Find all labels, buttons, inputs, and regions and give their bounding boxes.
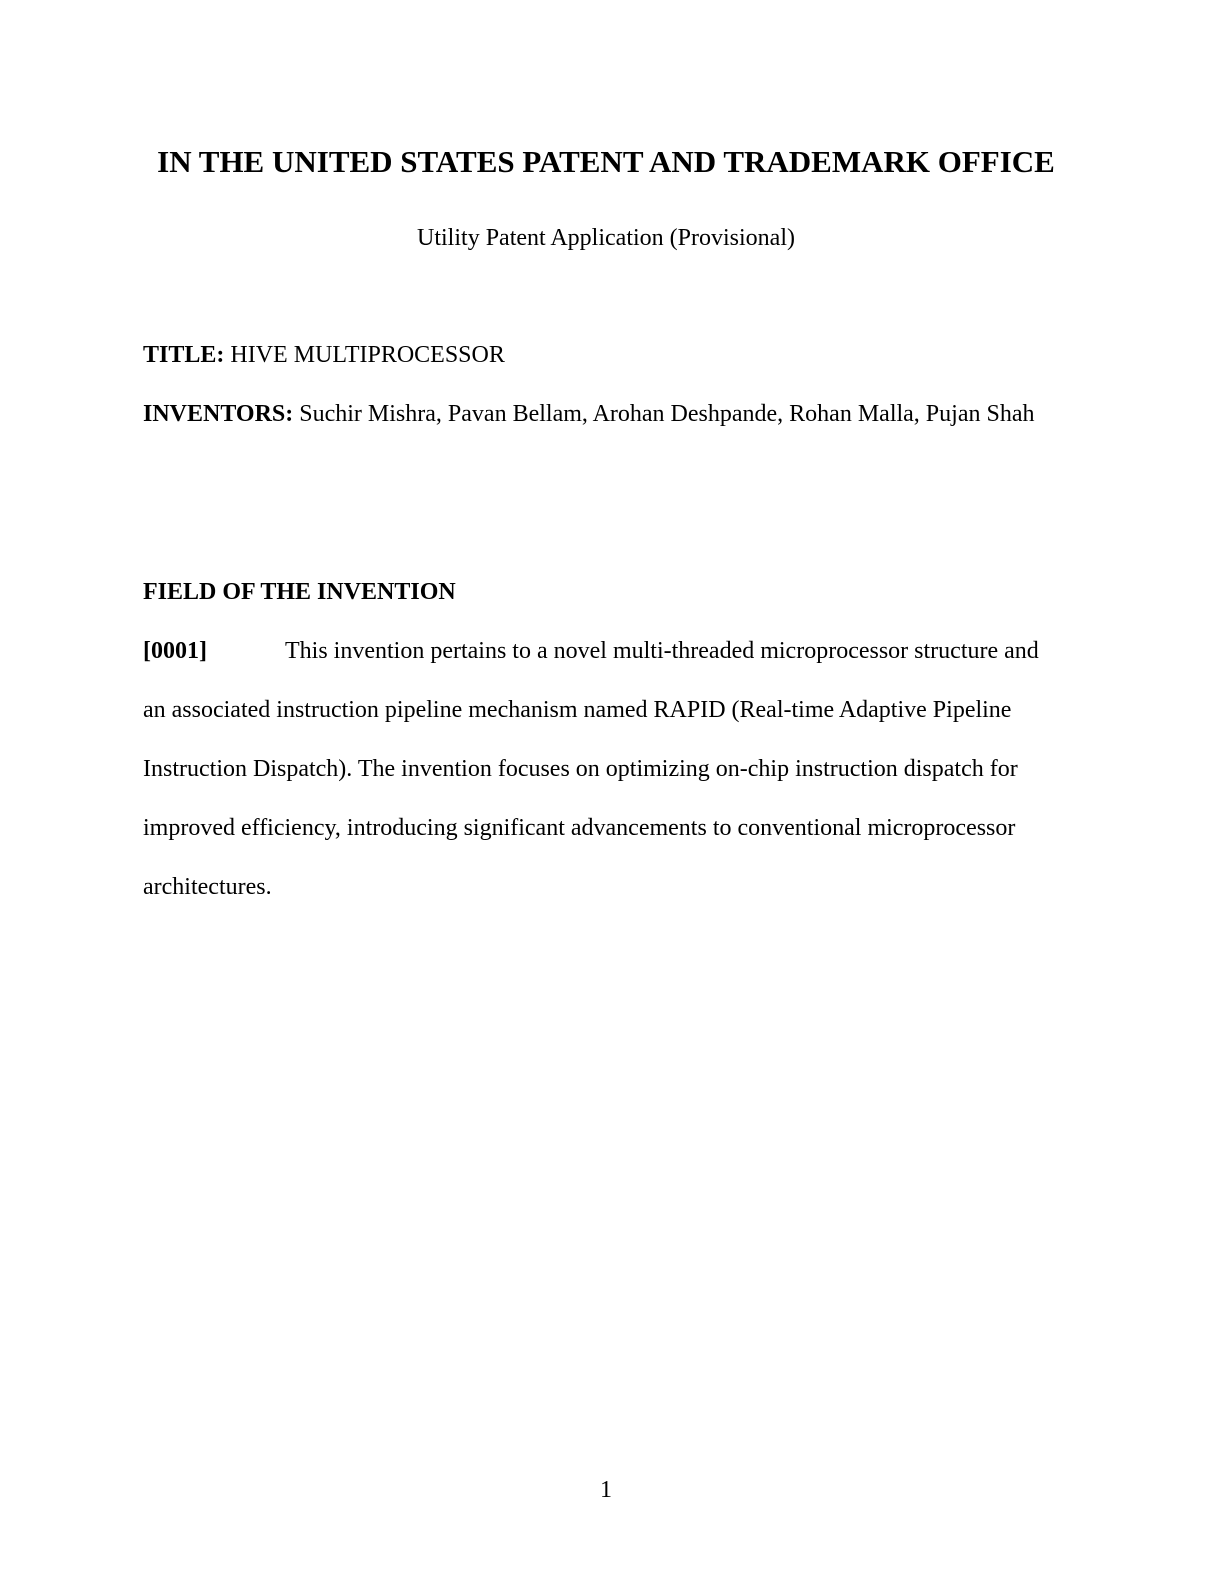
paragraph-number: [0001]	[143, 638, 207, 664]
paragraph-text: This invention pertains to a novel multi-threaded microprocessor structure and an associated instruction pipeline mechanism named RAPID (Real-time Adaptive Pipeline Instruction Dispatch). The invention focuses on optimizing on-chip instruction dispatch for improved efficiency, introducing significant advancements to conventional microprocessor architectures.	[143, 638, 1039, 900]
office-heading: IN THE UNITED STATES PATENT AND TRADEMARK OFFICE	[157, 144, 1055, 179]
inventors-value: Suchir Mishra, Pavan Bellam, Arohan Deshpande, Rohan Malla, Pujan Shah	[299, 401, 1035, 427]
page-number: 1	[600, 1477, 612, 1503]
paragraph-0001	[143, 622, 1058, 917]
section-heading-field-of-invention: FIELD OF THE INVENTION	[143, 579, 456, 605]
title-label: TITLE:	[143, 342, 225, 368]
title-line	[143, 326, 1063, 385]
title-value: HIVE MULTIPROCESSOR	[230, 342, 505, 368]
application-type-subtitle: Utility Patent Application (Provisional)	[417, 225, 795, 251]
inventors-line	[143, 385, 1063, 444]
inventors-label: INVENTORS:	[143, 401, 294, 427]
